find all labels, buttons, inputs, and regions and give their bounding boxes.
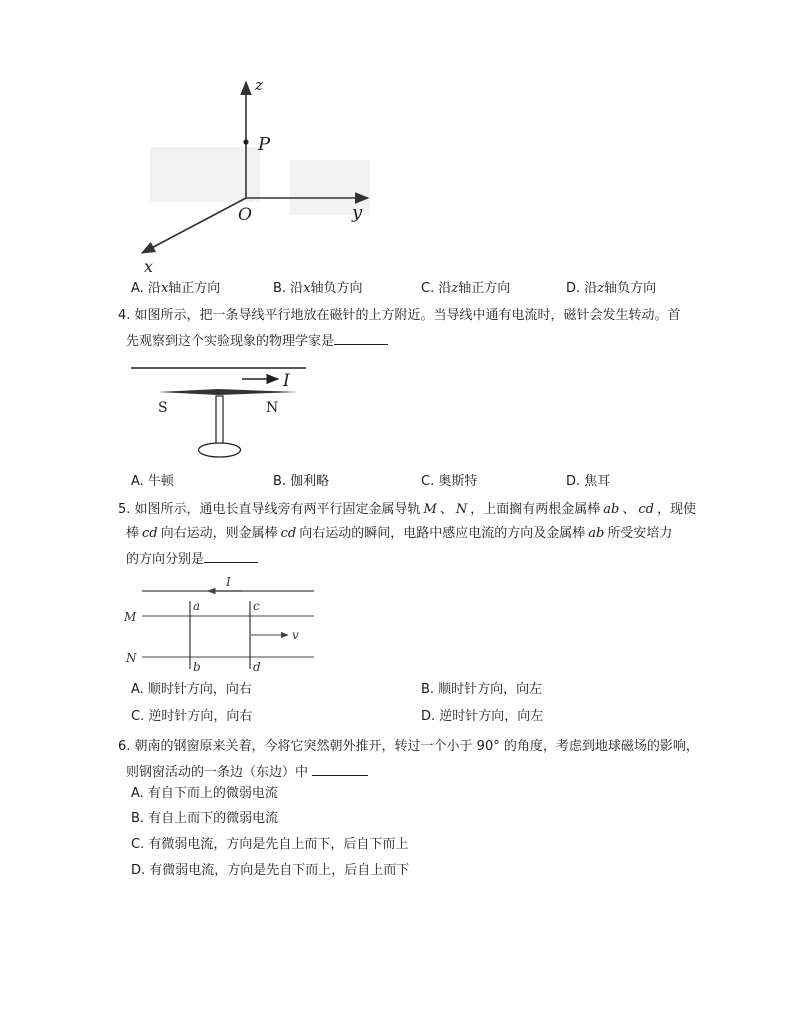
x-axis — [142, 198, 246, 253]
q3-option-a[interactable]: A. 沿x轴正方向 — [131, 281, 221, 296]
label-z: z — [255, 76, 263, 94]
rails-figure — [118, 574, 323, 674]
q6-stem-line1: 6. 朝南的钢窗原来关着，今将它突然朝外推开，转过一个小于 90° 的角度，考虑到地球磁场的影响， — [118, 739, 699, 754]
q6-option-a[interactable]: A. 有自下而上的微弱电流 — [131, 786, 278, 801]
q6-stem-line2: 则钢窗活动的一条边（东边）中 — [126, 761, 368, 783]
compass-needle — [158, 389, 298, 395]
point-p — [243, 139, 248, 144]
q5-option-b[interactable]: B. 顺时针方向，向左 — [421, 682, 543, 697]
q4-option-d[interactable]: D. 焦耳 — [566, 474, 611, 489]
q5-answer-blank[interactable] — [204, 548, 258, 563]
coordinate-axes-figure — [130, 72, 390, 277]
pole-n-label: N — [266, 400, 279, 416]
scan-smudge — [150, 147, 260, 202]
rod-b-label: b — [193, 660, 201, 674]
compass-figure — [128, 360, 313, 465]
q4-stem-line1: 4. 如图所示，把一条导线平行地放在磁针的上方附近。当导线中通有电流时，磁针会发生转动。首 — [118, 308, 681, 323]
q3-option-d[interactable]: D. 沿z轴负方向 — [566, 281, 657, 296]
rail-m-label: M — [124, 610, 137, 624]
label-o: O — [238, 205, 252, 225]
q5-option-c[interactable]: C. 逆时针方向，向右 — [131, 709, 253, 724]
q5-stem-line1: 5. 如图所示，通电长直导线旁有两平行固定金属导轨 M 、 N ，上面搁有两根金属棒 ab 、 cd ，现使 — [118, 502, 696, 517]
label-y: y — [352, 202, 363, 223]
current-label: I — [283, 371, 290, 391]
rod-c-label: c — [253, 599, 260, 613]
q4-option-c[interactable]: C. 奥斯特 — [421, 474, 478, 489]
q5-stem-line2: 棒 cd 向右运动，则金属棒 cd 向右运动的瞬间，电路中感应电流的方向及金属棒 ab 所受安培力 — [126, 526, 673, 541]
q6-option-d[interactable]: D. 有微弱电流，方向是先自下而上，后自上而下 — [131, 863, 410, 878]
q4-answer-blank[interactable] — [334, 330, 388, 345]
q4-stem-line2: 先观察到这个实验现象的物理学家是 — [126, 330, 388, 352]
q4-option-b[interactable]: B. 伽利略 — [273, 474, 330, 489]
q5-option-a[interactable]: A. 顺时针方向，向右 — [131, 682, 252, 697]
q6-answer-blank[interactable] — [312, 761, 368, 776]
stand-base — [199, 443, 241, 457]
rail-n-label: N — [126, 651, 137, 665]
q5-option-d[interactable]: D. 逆时针方向，向左 — [421, 709, 544, 724]
q6-option-c[interactable]: C. 有微弱电流，方向是先自上而下，后自下而上 — [131, 837, 409, 852]
wire-current-label: I — [226, 575, 231, 589]
q3-option-c[interactable]: C. 沿z轴正方向 — [421, 281, 511, 296]
q3-option-b[interactable]: B. 沿x轴负方向 — [273, 281, 363, 296]
q4-option-a[interactable]: A. 牛顿 — [131, 474, 174, 489]
q5-stem-line3: 的方向分别是 — [126, 548, 258, 570]
velocity-label: v — [292, 628, 299, 642]
label-x: x — [144, 257, 154, 276]
label-p: P — [258, 134, 271, 155]
rod-d-label: d — [253, 660, 261, 674]
q6-option-b[interactable]: B. 有自上而下的微弱电流 — [131, 811, 279, 826]
needle-stand — [216, 396, 223, 448]
rod-a-label: a — [193, 599, 201, 613]
pole-s-label: S — [158, 400, 168, 416]
